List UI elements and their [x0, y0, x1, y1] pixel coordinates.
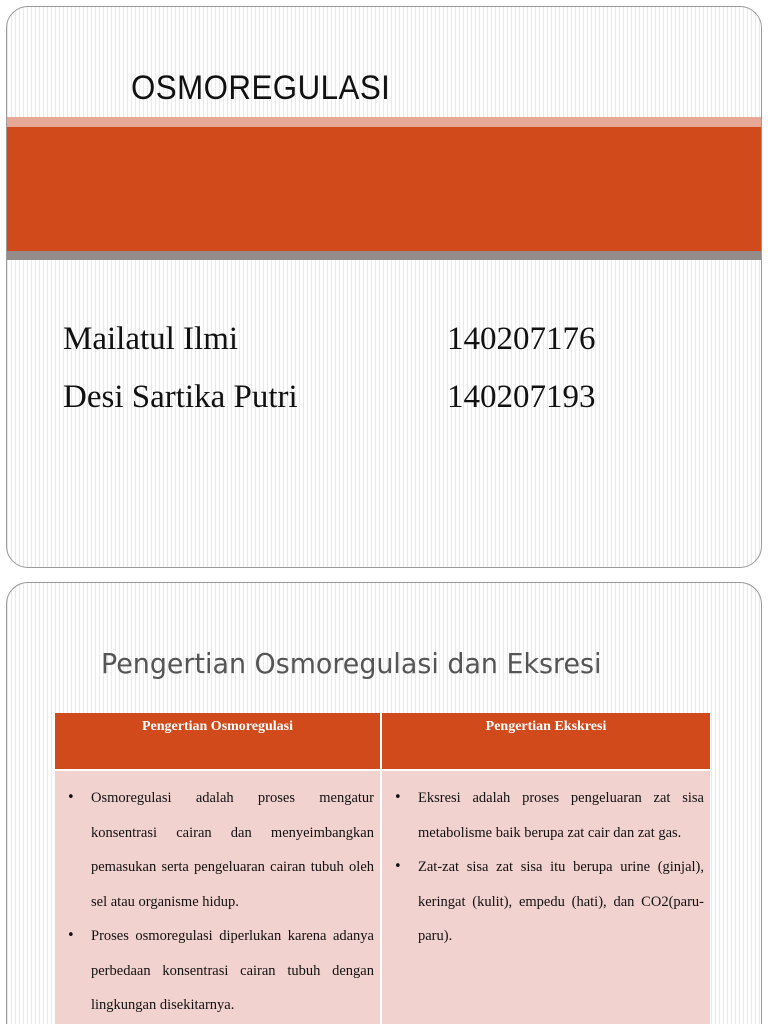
- accent-band: [7, 127, 761, 251]
- table-header-row: [55, 713, 710, 769]
- bullet-icon: •: [67, 790, 75, 805]
- definition-table: [55, 713, 710, 1024]
- table-header-cell: Pengertian Ekskresi: [381, 713, 710, 769]
- list-item-text: Zat-zat sisa zat sisa itu berupa urine (ginjal), keringat (kulit), empedu (hati), dan CO2(paru-paru).: [418, 859, 704, 944]
- table-row: [55, 771, 710, 1024]
- table-cell: [381, 771, 710, 1024]
- list-item: [394, 850, 704, 954]
- bullet-list: [388, 781, 704, 954]
- accent-band-grey: [7, 251, 761, 260]
- bullet-icon: •: [394, 859, 402, 874]
- bullet-icon: •: [67, 928, 75, 943]
- table-header-cell: Pengertian Osmoregulasi: [55, 713, 381, 769]
- list-item: [67, 919, 374, 1023]
- content-slide: [6, 582, 762, 1024]
- author-name: Desi Sartika Putri: [63, 379, 298, 415]
- slide-heading: Pengertian Osmoregulasi dan Eksresi: [101, 647, 602, 680]
- author-id: 140207193: [447, 379, 596, 415]
- title-slide: [6, 6, 762, 568]
- author-id: 140207176: [447, 321, 596, 357]
- bullet-icon: •: [394, 790, 402, 805]
- author-name: Mailatul Ilmi: [63, 321, 239, 357]
- list-item-text: Proses osmoregulasi diperlukan karena adanya perbedaan konsentrasi cairan tubuh dengan lingkungan disekitarnya.: [91, 928, 374, 1013]
- slide-title: OSMOREGULASI: [131, 69, 391, 107]
- table-cell: [55, 771, 381, 1024]
- list-item: [67, 781, 374, 919]
- bullet-list: [61, 781, 374, 1023]
- list-item-text: Eksresi adalah proses pengeluaran zat sisa metabolisme baik berupa zat cair dan zat gas.: [418, 790, 704, 841]
- accent-band-light: [7, 117, 761, 127]
- list-item-text: Osmoregulasi adalah proses mengatur konsentrasi cairan dan menyeimbangkan pemasukan serta pengeluaran cairan tubuh oleh sel atau organisme hidup.: [91, 790, 374, 910]
- list-item: [394, 781, 704, 850]
